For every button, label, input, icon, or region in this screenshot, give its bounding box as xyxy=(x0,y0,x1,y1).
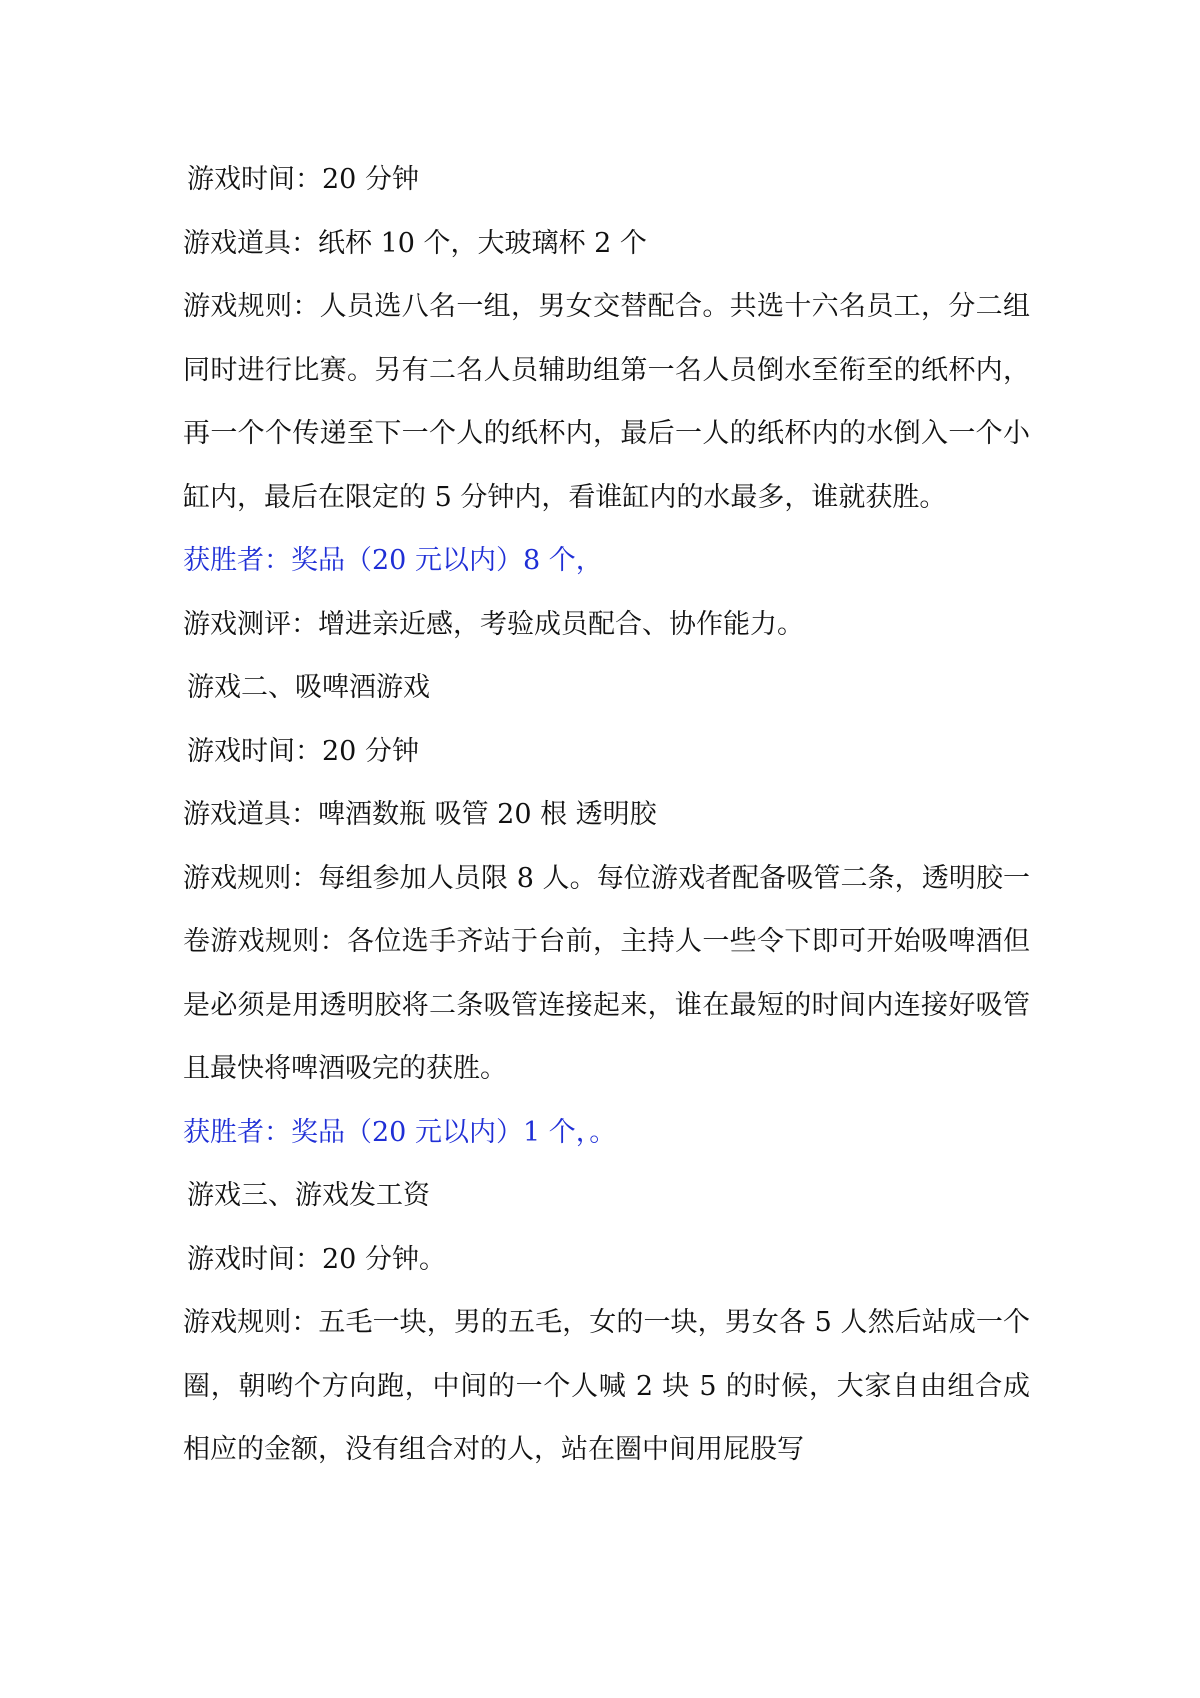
game1-winner: 获胜者：奖品（20 元以内）8 个， xyxy=(183,545,603,576)
game3-title: 游戏三、游戏发工资 xyxy=(187,1180,430,1211)
game2-time: 游戏时间：20 分钟 xyxy=(187,735,419,767)
game3-rules: 游戏规则：五毛一块，男的五毛，女的一块，男女各 5 人然后站成一个圈，朝哟个方向跑，中间的一个人喊 2 块 5 的时候，大家自由组合成相应的金额，没有组合对的人，站在圈中间用屁股写 xyxy=(183,1307,1030,1465)
game1-props: 游戏道具：纸杯 10 个，大玻璃杯 2 个 xyxy=(183,227,647,259)
game2-props: 游戏道具：啤酒数瓶 吸管 20 根 透明胶 xyxy=(183,799,657,830)
game1-review: 游戏测评：增进亲近感，考验成员配合、协作能力。 xyxy=(183,608,804,640)
game2-title: 游戏二、吸啤酒游戏 xyxy=(187,672,430,703)
game1-time: 游戏时间：20 分钟 xyxy=(187,164,419,195)
game2-rules: 游戏规则：每组参加人员限 8 人。每位游戏者配备吸管二条，透明胶一卷游戏规则：各位选手齐站于台前，主持人一些令下即可开始吸啤酒但是必须是用透明胶将二条吸管连接起来，谁在最短的时间内连接好吸管且最快将啤酒吸完的获胜。 xyxy=(183,862,1030,1084)
game1-rules: 游戏规则：人员选八名一组，男女交替配合。共选十六名员工，分二组同时进行比赛。另有二名人员辅助组第一名人员倒水至衔至的纸杯内，再一个个传递至下一个人的纸杯内，最后一人的纸杯内的水倒入一个小缸内，最后在限定的 5 分钟内，看谁缸内的水最多，谁就获胜。 xyxy=(183,291,1030,513)
game3-time: 游戏时间：20 分钟。 xyxy=(187,1243,446,1275)
document-body xyxy=(183,148,1030,1482)
game2-winner: 获胜者：奖品（20 元以内）1 个，。 xyxy=(183,1116,617,1148)
